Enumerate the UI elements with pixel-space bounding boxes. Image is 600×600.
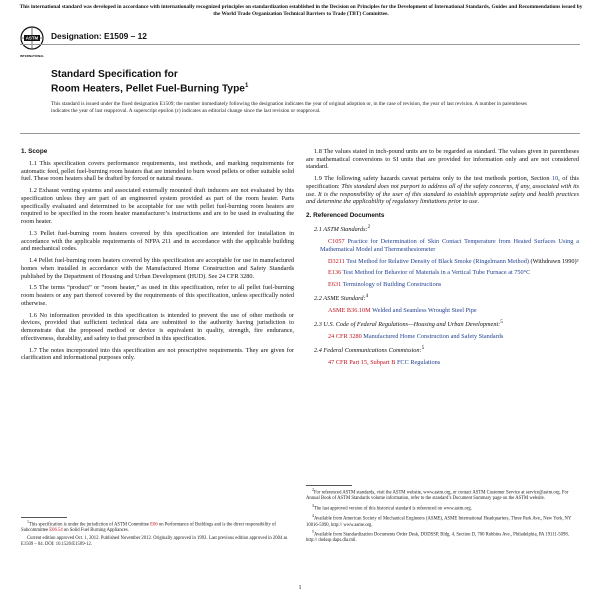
paragraph-1-2: 1.2 Exhaust venting systems and associated externally mounted draft inducers are not evaluated by this specification unless they are part of an engineered system provided as part of the room heater. Parts specifically evaluated and determined to be acceptable for use with pellet fuel-burning room heaters are required to be specified in the room heater manufacturer’s instructions and are to be used in evaluating the room heater. <box>21 187 294 225</box>
intro-rule <box>20 133 580 134</box>
subsection-fcc: 2.4 Federal Communications Commission:$^5$ <box>314 344 425 355</box>
reference-code: E631 <box>328 281 342 289</box>
footnote-rule-right <box>306 485 352 486</box>
svg-text:ASTM: ASTM <box>25 35 39 41</box>
reference-e631[interactable] <box>306 281 579 289</box>
section-10-link[interactable]: 10 <box>551 175 559 183</box>
committee-e06-link[interactable]: E06 <box>150 522 158 528</box>
paragraph-1-5: 1.5 The terms “product” or “room heater,” as used in this specification, refer to all pellet fuel-burning room heaters or any part thereof covered by the requirements of this specification, unless specifically noted otherwise. <box>21 284 294 307</box>
astm-logo <box>20 26 44 60</box>
paragraph-1-6: 1.6 No information provided in this specification is intended to prevent the use of other methods or devices, provided that sufficient technical data are submitted to the authority having jurisdiction to demonstrate that the proposed method or device is equivalent in quality, strength, fire endurance, effectiveness, durability, and safety to that prescribed in this specification. <box>21 311 294 342</box>
title-footnote-ref: 1 <box>244 82 249 89</box>
reference-asme-b3610m[interactable]: ASME B36.10M Welded and Seamless Wrought Steel Pipe <box>328 307 477 315</box>
reference-24-cfr-3280[interactable]: 24 CFR 3280 Manufactured Home Construction and Safety Standards <box>328 333 504 341</box>
reference-code: D3211 <box>328 257 345 265</box>
subsection-asme-standard: 2.2 ASME Standard:$^4$ <box>314 293 369 303</box>
right-footnotes <box>306 488 579 546</box>
reference-47-cfr-part-15[interactable]: 47 CFR Part 15, Subpart B FCC Regulations <box>328 358 441 366</box>
subsection-astm-standards: 2.1 ASTM Standards:$^2$ <box>314 224 371 234</box>
reference-code: C1057 <box>328 237 345 245</box>
reference-c1057[interactable] <box>306 238 579 253</box>
reference-d3211[interactable] <box>306 258 579 266</box>
section-heading-scope: 1. Scope <box>21 148 48 155</box>
footnote-1-edition: Current edition approved Oct. 1, 2012. Published November 2012. Originally approved in 1993. Last previous edition approved in 2004 as E1509 – 04. DOI: 10.1520/E1509-12. <box>21 535 288 547</box>
reference-title: Terminology of Building Constructions <box>341 281 442 289</box>
subsection-cfr-hud: 2.3 U.S. Code of Federal Regulations—Housing and Urban Development:$^5$ <box>314 319 503 329</box>
title-line-1: Standard Specification for <box>51 69 178 80</box>
svg-text:INTERNATIONAL: INTERNATIONAL <box>20 54 44 58</box>
reference-note: (Withdrawn 1990)³ <box>528 257 579 265</box>
designation: Designation: E1509 – 12 <box>51 31 147 41</box>
left-footnotes <box>21 520 294 549</box>
reference-title: Test Method for Behavior of Materials in a Vertical Tube Furnace at 750°C <box>341 269 531 277</box>
footnote-4: $^4$Available from American Society of Mechanical Engineers (ASME), ASME International Headquarters, Three Park Ave., New York, NY 10016-5990, http:// www.asme.org. <box>306 514 572 528</box>
reference-code: E136 <box>328 269 342 277</box>
paragraph-1-4: 1.4 Pellet fuel-burning room heaters covered by this specification are acceptable for use in manufactured homes when installed in accordance with the Manufactured Home Construction and Safety Standards published by the Department of Housing and Urban Development (HUD). See 24 CFR 3280. <box>21 257 294 280</box>
header-rule <box>20 44 580 45</box>
footnote-3: $^3$The last approved version of this historical standard is referenced on www.astm.org. <box>312 503 472 512</box>
paragraph-1-1: 1.1 This specification covers performance requirements, test methods, and marking requirements for automatic feed, pellet fuel-burning room heaters that are intended to burn wood pellets or other suitable solid fuel. These room heaters shall be drafted by forced or natural means. <box>21 159 294 183</box>
page-title <box>51 69 248 95</box>
footnote-1: $^1$This specification is under the jurisdiction of ASTM Committee E06 on Performance of Buildings and is the direct responsibility of Subcommittee E06.54 on Solid Fuel Burning Appliances. <box>21 520 276 534</box>
reference-title: Practice for Determination of Skin Contact Temperature from Heated Surfaces Using a Mathematical Model and Thermesthesiometer <box>320 237 579 253</box>
right-column <box>306 148 579 371</box>
reference-title: Test Method for Relative Density of Black Smoke (Ringelmann Method) <box>344 257 529 265</box>
reference-e136[interactable] <box>306 269 579 277</box>
left-column <box>21 148 294 366</box>
footnote-2: $^2$For referenced ASTM standards, visit the ASTM website, www.astm.org, or contact ASTM Customer Service at service@astm.org. For Annual Book of ASTM Standards volume information, refer to the standard’s Document Summary page on the ASTM website. <box>306 488 569 502</box>
paragraph-1-9: 1.9 The following safety hazards caveat pertains only to the test methods portion, Section 10, of this specification: This standard does not purport to address all of the safety concerns, if any, associated with its use. It is the responsibility of the user of this standard to establish appropriate safety and health practices and determine the applicability of regulatory limitations prior to use. <box>306 175 580 206</box>
paragraph-1-7: 1.7 The notes incorporated into this specification are not prescriptive requirements. They are given for clarification and informational purposes only. <box>21 346 294 362</box>
title-line-2: Room Heaters, Pellet Fuel-Burning Type <box>51 82 245 94</box>
paragraph-1-3: 1.3 Pellet fuel-burning room heaters covered by this specification are intended for installation in accordance with the applicable requirements of NFPA 211 and in accordance with the applicable building and mechanical codes. <box>21 229 294 253</box>
issuance-note: This standard is issued under the fixed designation E1509; the number immediately following the designation indicates the year of original adoption or, in the case of revision, the year of last revision. A number in parentheses indicates the year of last reapproval. A superscript epsilon (ε) indicates an editorial change since the last revision or reapproval. <box>51 101 528 114</box>
section-heading-referenced-documents: 2. Referenced Documents <box>306 212 385 220</box>
subcommittee-e0654-link[interactable]: E06.54 <box>49 528 63 534</box>
footnote-rule-left <box>21 517 67 518</box>
paragraph-1-8: 1.8 The values stated in inch-pound units are to be regarded as standard. The values given in parentheses are mathematical conversions to SI units that are provided for information only and are not considered standard. <box>306 148 579 171</box>
page-number: 1 <box>298 585 302 591</box>
footnote-5: $^5$Available from Standardization Documents Order Desk, DODSSP, Bldg. 4, Section D, 700 Robbins Ave., Philadelphia, PA 19111-5098, http:// dodssp.daps.dla.mil. <box>306 530 569 544</box>
astm-reference-list <box>306 238 579 289</box>
copyright-notice: This international standard was developed in accordance with internationally recognized principles on standardization established in the Decision on Principles for the Development of International Standards, Guides and Recommendations issued by the World Trade Organization Technical Barriers to Trade (TBT) Committee. <box>19 4 583 17</box>
